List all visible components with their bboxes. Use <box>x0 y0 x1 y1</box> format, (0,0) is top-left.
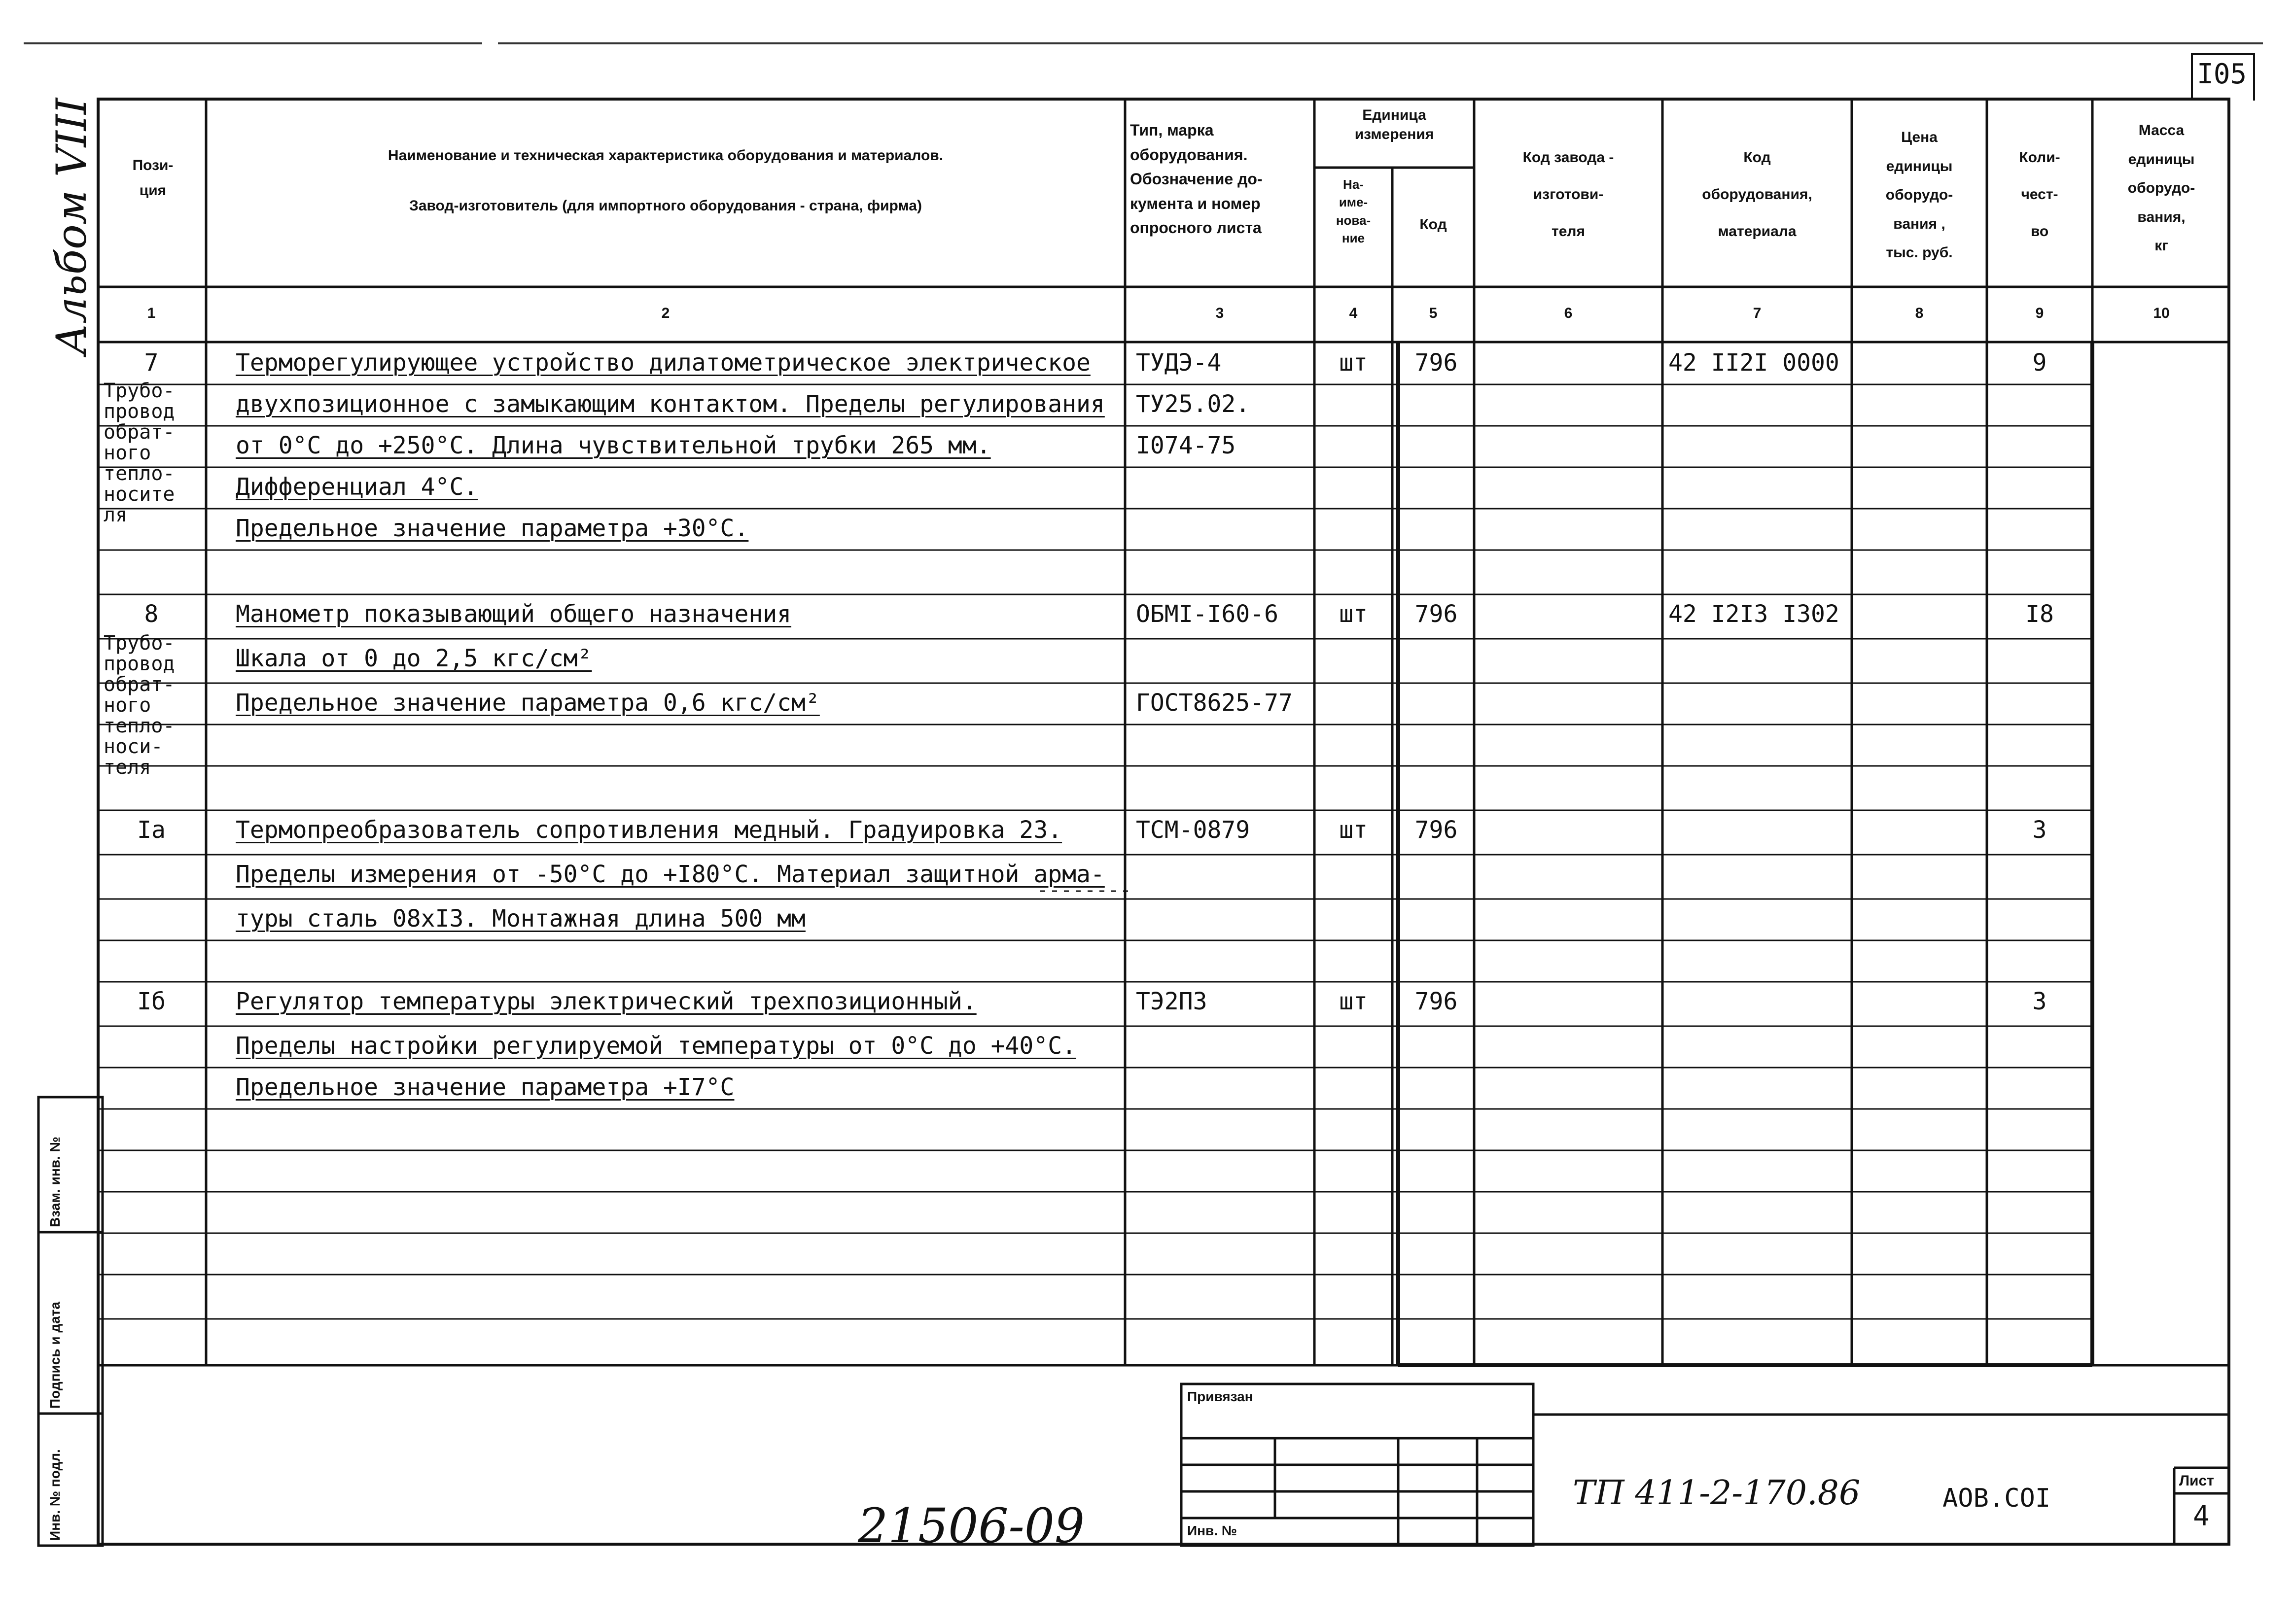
stamp-bound-label: Привязан <box>1187 1389 1253 1404</box>
row-quantity: I8 <box>2025 600 2054 628</box>
pipe-note-2: Трубо- провод обрат- ного тепло- носи- теля <box>104 632 175 779</box>
row-unit: шт <box>1339 816 1368 844</box>
row-unit-code: 796 <box>1414 349 1458 377</box>
col-number-10: 10 <box>2153 305 2170 321</box>
header-col1: Пози- ция <box>132 157 174 199</box>
row-name: Шкала от 0 до 2,5 кгс/см² <box>236 645 592 672</box>
section-code: АОВ.СОI <box>1942 1484 2051 1513</box>
col-number-4: 4 <box>1349 305 1358 321</box>
row-type: ТСМ-0879 <box>1136 816 1250 844</box>
album-label: Альбом VIII <box>47 98 96 355</box>
row-type: ТЭ2П3 <box>1136 988 1207 1015</box>
header-col7: Код оборудования, материала <box>1702 149 1812 240</box>
row-name: Пределы настройки регулируемой температуры от 0°С до +40°С. <box>236 1032 1077 1060</box>
header-col10: Масса единицы оборудо- вания, кг <box>2127 122 2195 254</box>
row-name: Пределы измерения от -50°С до +I80°С. Материал защитной арма- <box>236 861 1105 888</box>
row-name: Предельное значение параметра 0,6 кгс/см² <box>236 689 820 717</box>
header-col6: Код завода - изготови- теля <box>1522 149 1614 240</box>
pipe-note-1: Трубо- провод обрат- ного тепло- носите ля <box>104 380 175 526</box>
row-name: от 0°С до +250°С. Длина чувствительной трубки 265 мм. <box>236 432 991 459</box>
row-position: Iа <box>137 816 166 844</box>
row-type: ТУ25.02. <box>1136 390 1250 418</box>
header-col2-line1: Наименование и техническая характеристика оборудования и материалов. <box>388 147 944 164</box>
row-type: I074-75 <box>1136 432 1236 459</box>
col-number-7: 7 <box>1753 305 1762 321</box>
col-number-9: 9 <box>2035 305 2044 321</box>
row-unit-code: 796 <box>1414 988 1458 1015</box>
header-col3: Тип, марка оборудования. Обозначение до- кумента и номер опросного листа <box>1130 121 1263 237</box>
side-label-sign: Подпись и дата <box>47 1302 63 1409</box>
page-number: I05 <box>2197 58 2247 90</box>
row-name: Дифференциал 4°С. <box>236 473 478 501</box>
row-type: ГОСТ8625-77 <box>1136 689 1293 717</box>
col-number-3: 3 <box>1215 305 1224 321</box>
row-unit: шт <box>1339 349 1368 377</box>
row-equipment-code: 42 I2I3 I302 <box>1668 600 1839 628</box>
col-number-5: 5 <box>1429 305 1438 321</box>
row-unit-code: 796 <box>1414 600 1458 628</box>
header-col9: Коли- чест- во <box>2019 149 2060 240</box>
side-label-vzam: Взам. инв. № <box>47 1137 63 1227</box>
col-number-2: 2 <box>661 305 670 321</box>
row-name: Предельное значение параметра +I7°С <box>236 1073 735 1101</box>
col-number-1: 1 <box>147 305 156 321</box>
header-col5: Код <box>1419 216 1447 233</box>
row-unit: шт <box>1339 988 1368 1015</box>
row-name: двухпозиционное с замыкающим контактом. Пределы регулирования <box>236 390 1105 418</box>
side-label-inv: Инв. № подл. <box>47 1449 63 1541</box>
row-quantity: 3 <box>2032 816 2047 844</box>
row-name: Термопреобразователь сопротивления медный. Градуировка 23. <box>236 816 1062 844</box>
row-position: 8 <box>144 600 159 628</box>
row-unit: шт <box>1339 600 1368 628</box>
row-name: Регулятор температуры электрический трехпозиционный. <box>236 988 977 1015</box>
inventory-number: 21506-09 <box>858 1498 1085 1554</box>
header-col8: Цена единицы оборудо- вания , тыс. руб. <box>1885 129 1953 261</box>
header-col2-line2: Завод-изготовитель (для импортного оборудования - страна, фирма) <box>409 198 922 214</box>
row-position: Iб <box>137 988 166 1015</box>
col-number-8: 8 <box>1915 305 1924 321</box>
row-type: ОБМI-I60-6 <box>1136 600 1278 628</box>
document-code: ТП 411-2-170.86 <box>1573 1474 1861 1513</box>
row-equipment-code: 42 II2I 0000 <box>1668 349 1839 377</box>
row-name: туры сталь 08хI3. Монтажная длина 500 мм <box>236 905 806 933</box>
sheet-label: Лист <box>2179 1473 2214 1489</box>
row-position: 7 <box>144 349 159 377</box>
stamp-inv-label: Инв. № <box>1187 1523 1237 1538</box>
row-quantity: 9 <box>2032 349 2047 377</box>
row-name: Предельное значение параметра +30°С. <box>236 515 749 542</box>
row-unit-code: 796 <box>1414 816 1458 844</box>
row-type: ТУДЭ-4 <box>1136 349 1222 377</box>
row-name: Терморегулирующее устройство дилатометрическое электрическое <box>236 349 1091 377</box>
sheet-number: 4 <box>2193 1500 2210 1532</box>
row-quantity: 3 <box>2032 988 2047 1015</box>
row-name: Манометр показывающий общего назначения <box>236 600 792 628</box>
header-unit: Единица измерения <box>1354 107 1434 142</box>
header-col4: На- име- нова- ние <box>1336 177 1371 246</box>
col-number-6: 6 <box>1564 305 1573 321</box>
